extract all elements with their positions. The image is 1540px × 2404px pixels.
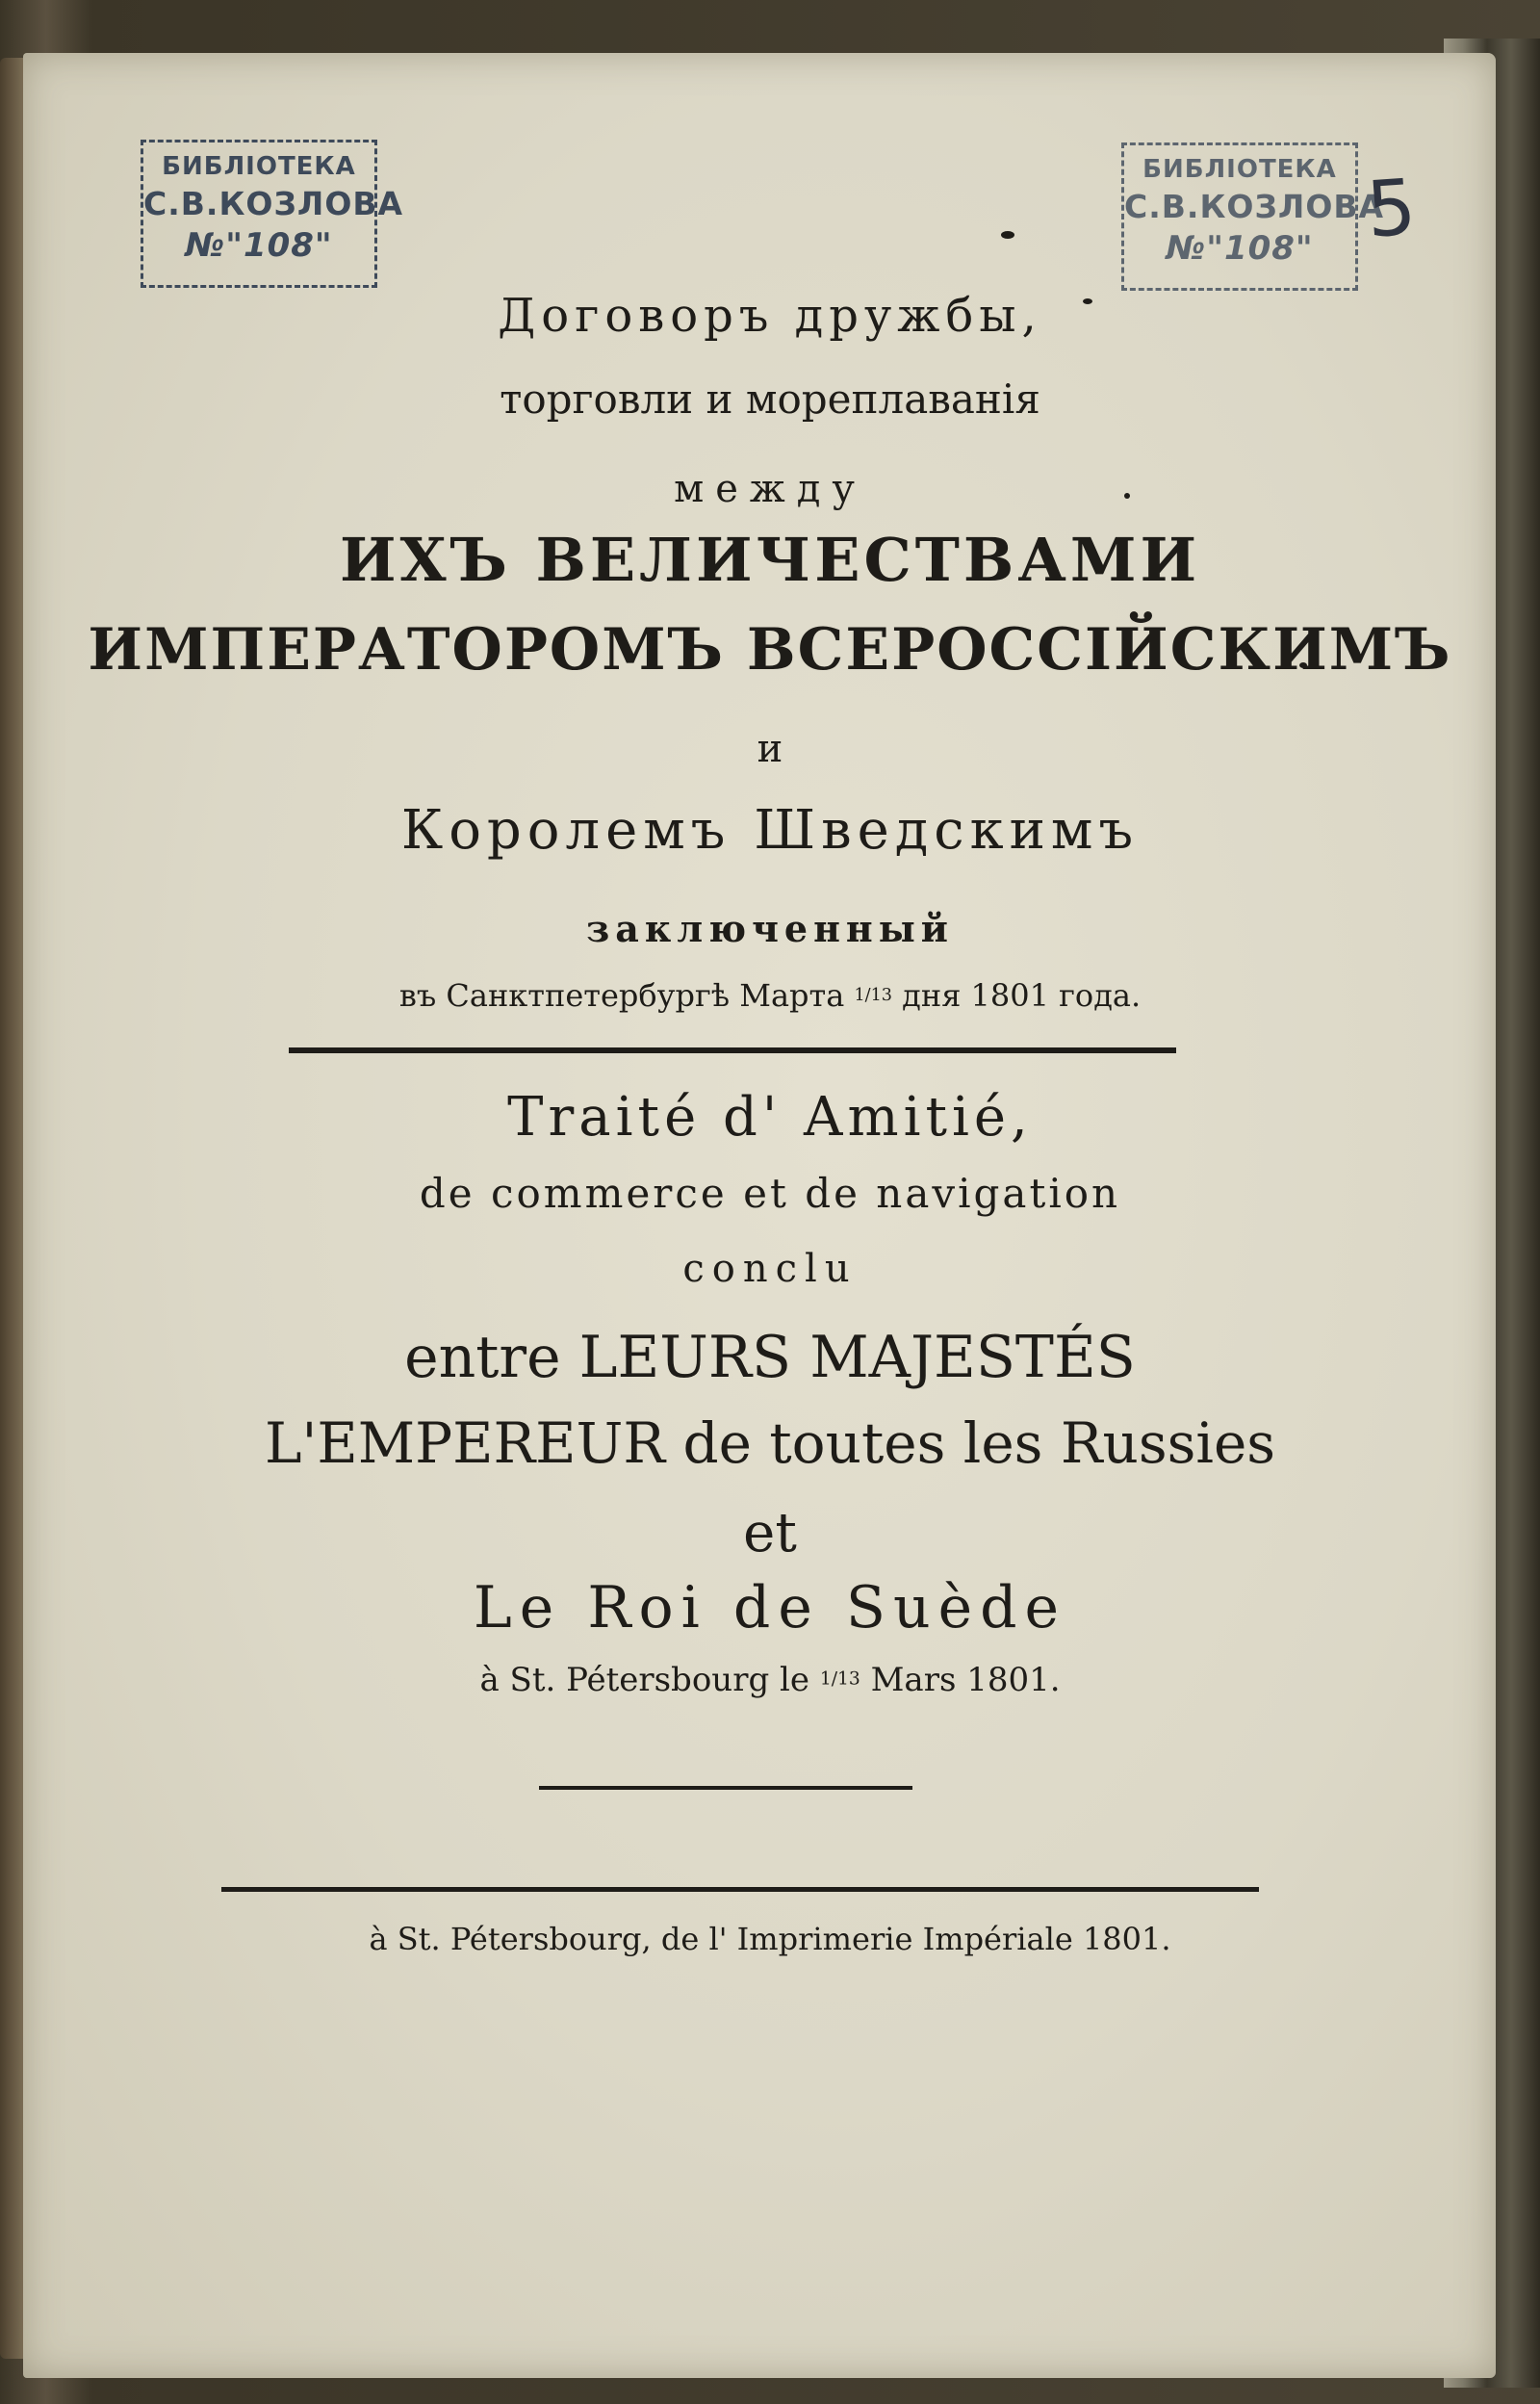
ru-subtitle: торговли и мореплаванія <box>500 375 1040 423</box>
ru-date-suffix: дня 1801 года. <box>902 977 1142 1014</box>
fr-king: Le Roi de Suède <box>473 1574 1067 1641</box>
ru-concluded: заключенный <box>586 907 954 950</box>
fr-majesties: entre LEURS MAJESTÉS <box>404 1324 1136 1391</box>
fr-concluded: conclu <box>682 1247 858 1291</box>
ru-king: Королемъ Шведскимъ <box>400 799 1140 862</box>
imprint: à St. Pétersbourg, de l' Imprimerie Impériale 1801. <box>369 1921 1171 1957</box>
library-stamp-left <box>141 140 404 288</box>
stamp-line-1: БИБЛІОТЕКА <box>1142 155 1337 184</box>
fr-title: Traité d' Amitié, <box>507 1086 1033 1149</box>
fr-date-prefix: à St. Pétersbourg le <box>479 1661 810 1699</box>
ru-and: и <box>757 727 783 771</box>
divider-rule <box>289 1047 1176 1053</box>
fr-date-suffix: Mars 1801. <box>870 1661 1061 1699</box>
imprint-divider-rule <box>221 1887 1259 1892</box>
ru-date-prefix: въ Санктпетербургѣ Марта <box>398 977 845 1014</box>
stamp-line-2: С.В.КОЗЛОВА <box>1124 188 1385 225</box>
ru-title: Договоръ дружбы, <box>498 289 1042 343</box>
ru-majesties: ИХЪ ВЕЛИЧЕСТВАМИ <box>339 525 1201 595</box>
handwritten-shelf-mark: 5 <box>1363 162 1420 255</box>
library-stamp-right <box>1121 142 1385 291</box>
stamp-line-1: БИБЛІОТЕКА <box>162 152 356 181</box>
ru-emperor: ИМПЕРАТОРОМЪ ВСЕРОССІЙСКИМЪ <box>88 616 1452 684</box>
stamp-line-2: С.В.КОЗЛОВА <box>143 185 404 222</box>
stamp-line-3: №"108" <box>185 226 333 265</box>
fr-date-fraction: 1/13 <box>819 1668 860 1690</box>
ru-between: между <box>674 467 866 511</box>
fr-date <box>0 1661 1540 1699</box>
short-divider-rule <box>539 1786 912 1790</box>
fr-and: et <box>743 1502 797 1564</box>
ru-date <box>0 977 1540 1014</box>
ru-date-fraction: 1/13 <box>854 985 892 1005</box>
fr-subtitle: de commerce et de navigation <box>419 1170 1121 1217</box>
ink-speck <box>1001 231 1014 239</box>
fr-emperor: L'EMPEREUR de toutes les Russies <box>264 1410 1276 1476</box>
stamp-line-3: №"108" <box>1166 229 1314 268</box>
